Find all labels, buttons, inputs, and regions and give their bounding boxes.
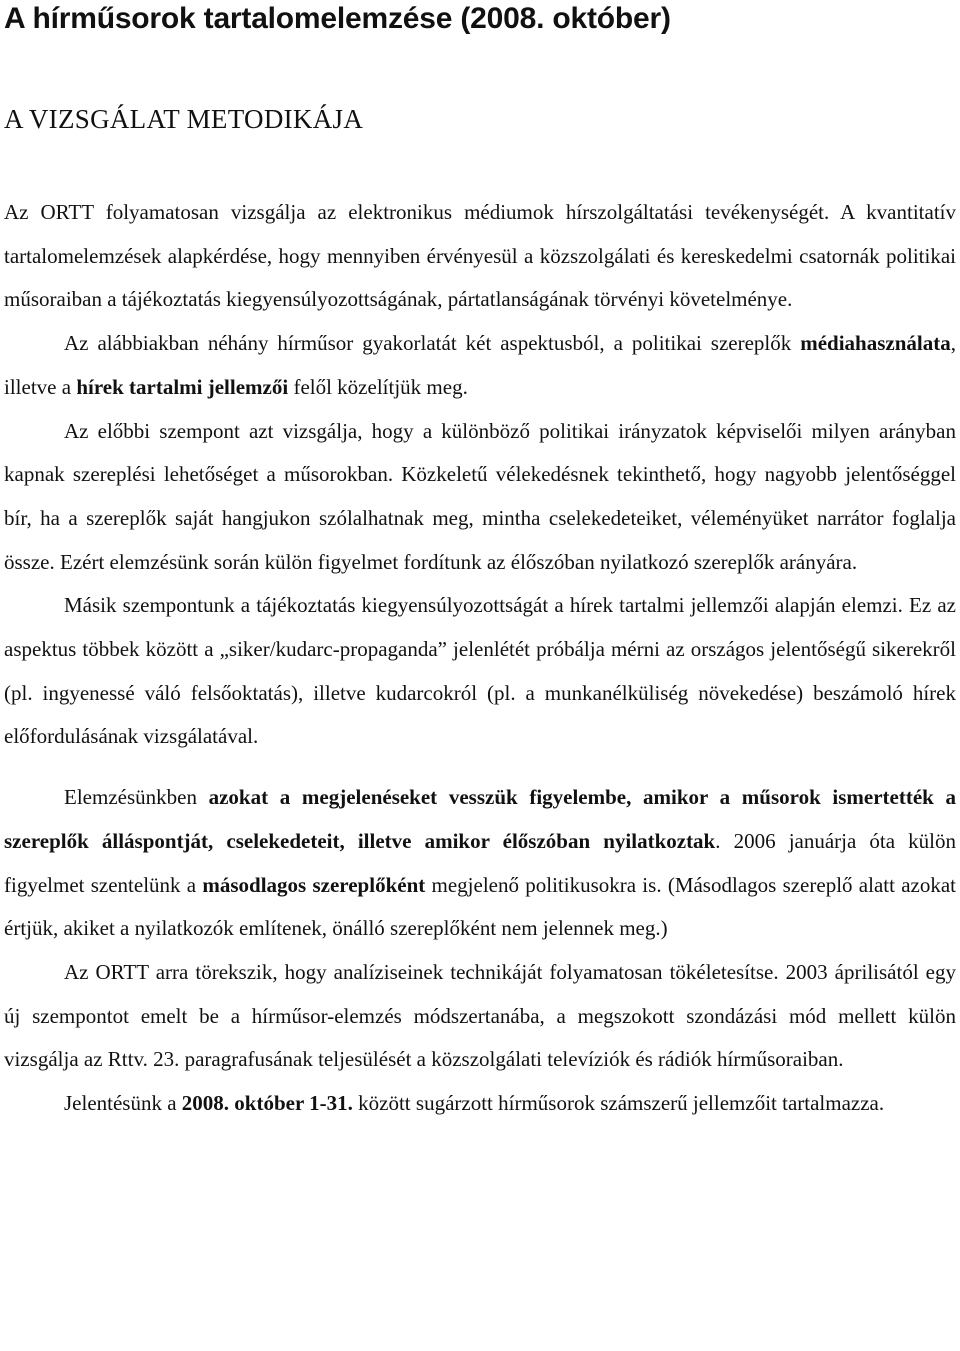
paragraph-p7 — [4, 1082, 956, 1126]
text-run: Az előbbi szempont azt vizsgálja, hogy a különböző politikai irányzatok képviselői milyen arányban kapnak szereplési lehetőséget a műsorokban. Közkeletű vélekedésnek tekinthető, hogy nagyobb jelentőséggel bír, ha a szereplők saját hangjukon szólalhatnak meg, mintha cselekedeteiket, véleményüket narrátor foglalja össze. Ezért elemzésünk során külön figyelmet fordítunk az élőszóban nyilatkozó szereplők arányára. — [4, 418, 956, 574]
bold-text: hírek tartalmi jellemzői — [76, 374, 289, 399]
paragraph-p2 — [4, 322, 956, 409]
bold-text: 2008. október 1-31. — [181, 1091, 353, 1116]
text-run: Elemzésünkben — [64, 785, 209, 810]
text-run: Másik szempontunk a tájékoztatás kiegyensúlyozottságát a hírek tartalmi jellemzői alapján elemzi. Ez az aspektus többek között a „siker/kudarc-propaganda” jelenlétét próbálja mérni az országos jelentőségű sikerekről (pl. ingyenessé váló felsőoktatás), illetve kudarcokról (pl. a munkanélküliség növekedése) beszámoló hírek előfordulásának vizsgálatával. — [4, 593, 956, 749]
paragraph-p6 — [4, 951, 956, 1082]
document-body — [4, 191, 956, 1126]
text-run: , illetve a — [4, 331, 956, 399]
document-title: A hírműsorok tartalomelemzése (2008. október) — [4, 2, 671, 35]
text-run: Jelentésünk a — [64, 1091, 182, 1116]
section-heading: A VIZSGÁLAT METODIKÁJA — [4, 104, 364, 134]
bold-text: azokat a megjelenéseket vesszük figyelembe, amikor a műsorok ismertették a szereplők álláspontját, cselekedeteit, illetve amikor élőszóban nyilatkoztak — [4, 785, 956, 853]
paragraph-p4 — [4, 584, 956, 759]
text-run: megjelenő politikusokra is. (Másodlagos szereplő alatt azokat értjük, akiket a nyilatkozók említenek, önálló szereplőként nem jelennek meg.) — [4, 872, 956, 941]
text-run: Az ORTT arra törekszik, hogy analíziseinek technikáját folyamatosan tökéletesítse. 2003 áprilisától egy új szempontot emelt be a hírműsor-elemzés módszertanába, a megszokott szondázási mód mellett külön vizsgálja az Rttv. 23. paragrafusának teljesülését a közszolgálati televíziók és rádiók hírműsoraiban. — [4, 959, 956, 1072]
bold-text: médiahasználata — [800, 331, 951, 356]
paragraph-p5 — [4, 776, 956, 951]
text-run: Az ORTT folyamatosan vizsgálja az elektronikus médiumok hírszolgáltatási tevékenységét. A kvantitatív tartalomelemzések alapkérdése, hogy mennyiben érvényesül a közszolgálati és kereskedelmi csatornák politikai műsoraiban a tájékoztatás kiegyensúlyozottságának, pártatlanságának törvényi követelménye. — [4, 200, 956, 312]
paragraph-p3 — [4, 410, 956, 585]
text-run: felől közelítjük meg. — [288, 374, 468, 399]
bold-text: másodlagos szereplőként — [202, 872, 426, 897]
paragraph-p1 — [4, 191, 956, 322]
text-run: . 2006 januárja óta külön figyelmet szentelünk a — [4, 828, 956, 897]
text-run: Az alábbiakban néhány hírműsor gyakorlatát két aspektusból, a politikai szereplők — [64, 331, 801, 356]
text-run: között sugárzott hírműsorok számszerű jellemzőit tartalmazza. — [352, 1091, 885, 1116]
